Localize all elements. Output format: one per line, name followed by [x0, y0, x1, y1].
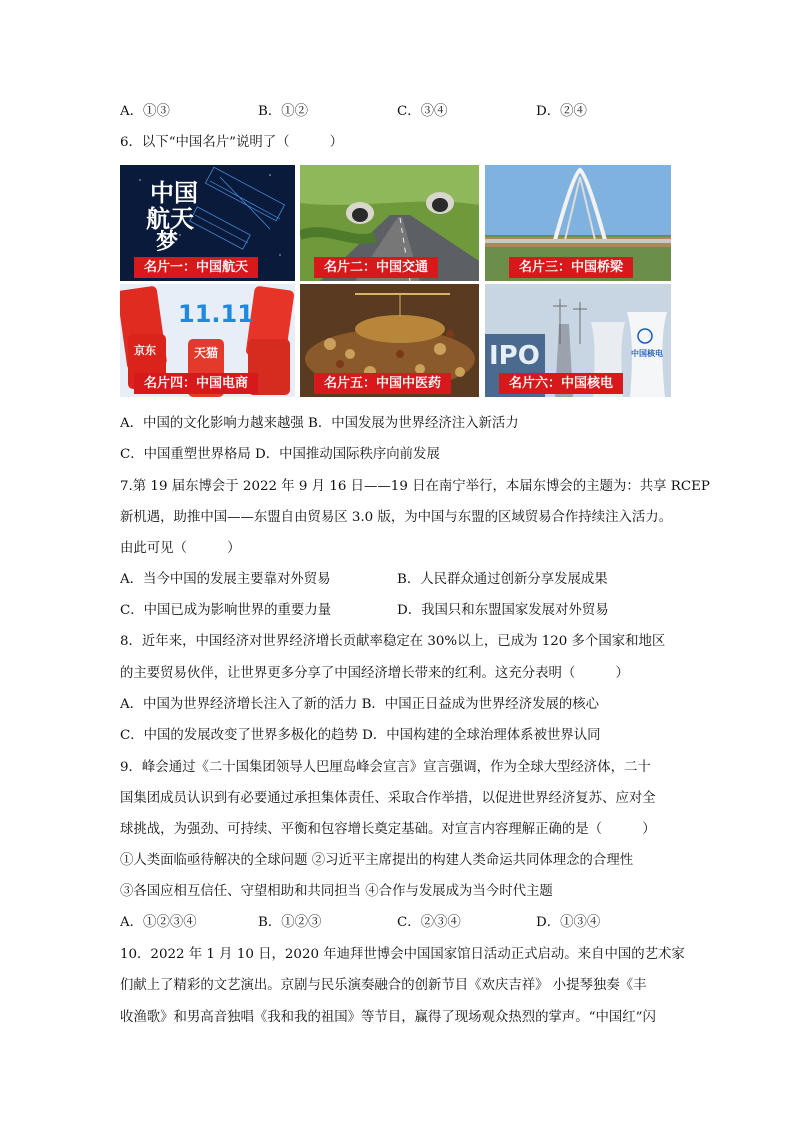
question-6-options-line2: C．中国重塑世界格局 D．中国推动国际秩序向前发展: [120, 447, 440, 462]
question-9-line: 球挑战，为强劲、可持续、平衡和包容增长奠定基础。对宣言内容理解正确的是（ ）: [120, 822, 656, 837]
question-10-line: 们献上了精彩的文艺演出。京剧与民乐演奏融合的创新节目《欢庆吉祥》 小提琴独奏《丰: [120, 978, 647, 993]
option-a: A．当今中国的发展主要靠对外贸易: [120, 572, 331, 587]
question-8-line: 的主要贸易伙伴，让世界更多分享了中国经济增长带来的红利。这充分表明（ ）: [120, 666, 629, 681]
option-c: C．③④: [397, 104, 448, 119]
question-10-line: 收渔歌》和男高音独唱《我和我的祖国》等节目，赢得了现场观众热烈的掌声。“中国红”闪: [120, 1010, 656, 1025]
graphic-text: 京东: [134, 344, 156, 357]
option-c: C．②③④: [397, 915, 461, 930]
option-c: C．中国已成为影响世界的重要力量: [120, 603, 332, 618]
question-7-line: 7.第 19 届东博会于 2022 年 9 月 16 日——19 日在南宁举行，本届东博会的主题为：共享 RCEP: [120, 479, 710, 494]
question-8-options-line1: A．中国为世界经济增长注入了新的活力 B．中国正日益成为世界经济发展的核心: [120, 697, 600, 712]
question-8-options-line2: C．中国的发展改变了世界多极化的趋势 D．中国构建的全球治理体系被世界认同: [120, 728, 601, 743]
option-a: A．①③: [120, 104, 170, 119]
card-tcm: [300, 284, 479, 397]
card-caption: 名片三：中国桥梁: [509, 257, 633, 278]
question-9-line: 国集团成员认识到有必要通过承担集体责任、采取合作举措，以促进世界经济复苏、应对全: [120, 791, 656, 806]
question-6-stem: 6．以下“中国名片”说明了（ ）: [120, 135, 344, 150]
card-caption: 名片二：中国交通: [314, 257, 438, 278]
option-b: B．人民群众通过创新分享发展成果: [397, 572, 608, 587]
graphic-text: 梦: [156, 230, 179, 255]
card-caption: 名片四：中国电商: [134, 373, 258, 394]
card-aerospace: [120, 165, 295, 281]
question-6-options-line1: A．中国的文化影响力越来越强 B．中国发展为世界经济注入新活力: [120, 416, 519, 431]
card-caption: 名片六：中国核电: [499, 373, 623, 394]
option-a: A．①②③④: [120, 915, 197, 930]
card-bridge: [485, 165, 671, 281]
graphic-text: 中国: [150, 179, 198, 207]
graphic-text: 中国核电: [631, 349, 663, 358]
question-7-line: 由此可见（ ）: [120, 541, 241, 556]
card-transport: [300, 165, 479, 281]
card-ecommerce: [120, 284, 295, 397]
svg-text:IPO: IPO: [489, 341, 540, 371]
question-9-line: 9．峰会通过《二十国集团领导人巴厘岛峰会宣言》宣言强调，作为全球大型经济体，二十: [120, 760, 651, 775]
question-9-statement: ①人类面临亟待解决的全球问题 ②习近平主席提出的构建人类命运共同体理念的合理性: [120, 853, 634, 868]
graphic-text: 航天: [146, 205, 194, 233]
card-caption: 名片五：中国中医药: [314, 373, 451, 394]
question-8-line: 8．近年来，中国经济对世界经济增长贡献率稳定在 30%以上，已成为 120 多个国家和地区: [120, 634, 666, 649]
question-7-line: 新机遇，助推中国——东盟自由贸易区 3.0 版，为中国与东盟的区域贸易合作持续注入活力。: [120, 510, 673, 525]
option-d: D．①③④: [536, 915, 601, 930]
question-10-line: 10．2022 年 1 月 10 日，2020 年迪拜世博会中国国家馆日活动正式启动。来自中国的艺术家: [120, 947, 685, 962]
option-b: B．①②③: [258, 915, 322, 930]
graphic-text: 天猫: [194, 346, 219, 360]
option-d: D．②④: [536, 104, 587, 119]
card-nuclear: [485, 284, 671, 397]
question-9-statement: ③各国应相互信任、守望相助和共同担当 ④合作与发展成为当今时代主题: [120, 884, 553, 899]
option-d: D．我国只和东盟国家发展对外贸易: [397, 603, 609, 618]
graphic-text: 11.11: [178, 300, 254, 328]
card-caption: 名片一：中国航天: [134, 257, 258, 278]
option-b: B．①②: [258, 104, 309, 119]
